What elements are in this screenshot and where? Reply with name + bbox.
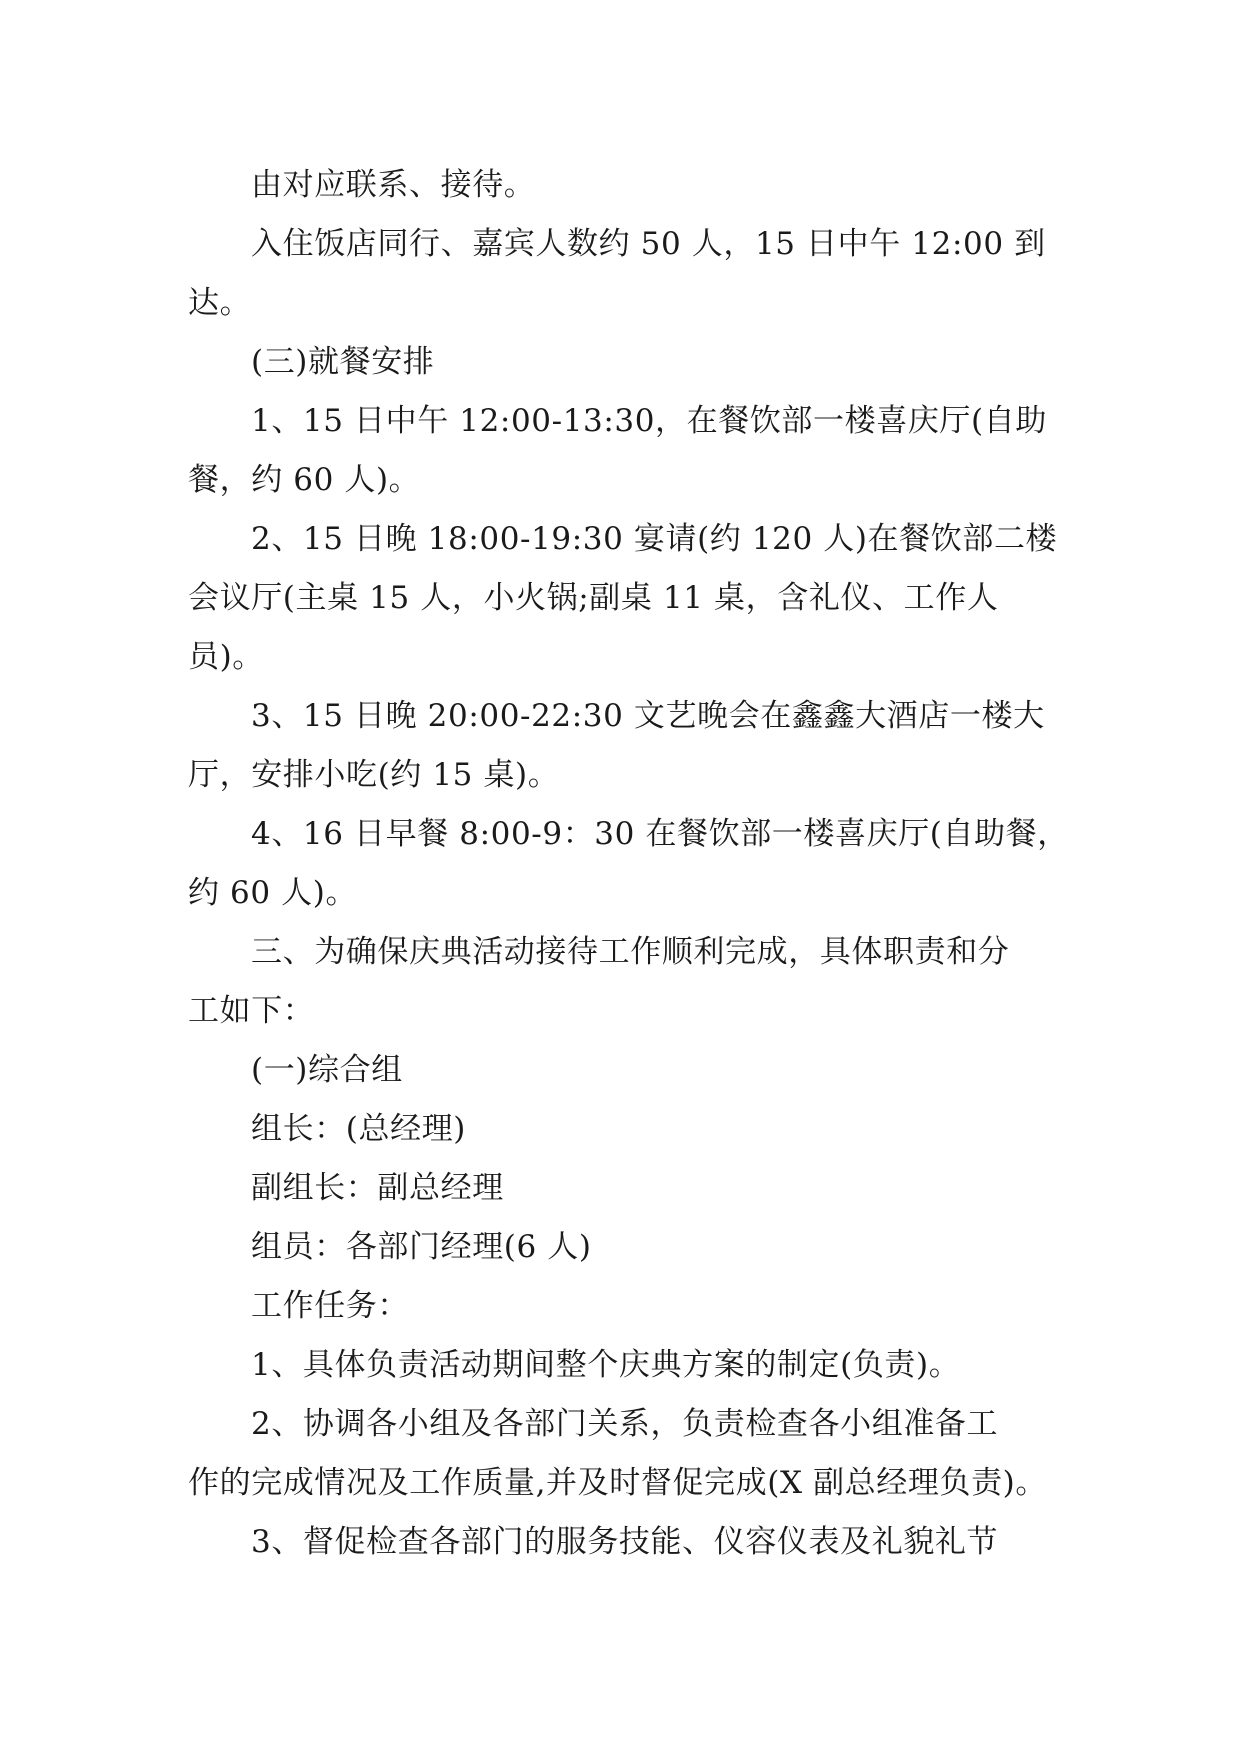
paragraph-line: 副组长：副总经理 — [251, 1170, 504, 1206]
paragraph-line: 1、15 日中午 12:00-13:30，在餐饮部一楼喜庆厅(自助 — [251, 403, 1047, 439]
paragraph-line: 餐，约 60 人)。 — [188, 462, 421, 498]
paragraph-line: 2、协调各小组及各部门关系，负责检查各小组准备工 — [251, 1406, 999, 1442]
paragraph-line: 3、15 日晚 20:00-22:30 文艺晚会在鑫鑫大酒店一楼大 — [251, 698, 1045, 734]
paragraph-line: 会议厅(主桌 15 人，小火锅;副桌 11 桌，含礼仪、工作人 — [188, 580, 999, 616]
paragraph-line: 4、16 日早餐 8:00-9：30 在餐饮部一楼喜庆厅(自助餐， — [251, 816, 1069, 852]
paragraph-line: 工如下： — [188, 993, 315, 1029]
paragraph-line: 工作任务： — [251, 1288, 409, 1324]
section-heading: (一)综合组 — [251, 1052, 403, 1088]
paragraph-line: 组长：(总经理) — [251, 1111, 466, 1147]
paragraph-line: 1、具体负责活动期间整个庆典方案的制定(负责)。 — [251, 1347, 961, 1383]
paragraph-line: 达。 — [188, 285, 252, 321]
paragraph-line: 入住饭店同行、嘉宾人数约 50 人，15 日中午 12:00 到 — [251, 226, 1046, 262]
section-heading: (三)就餐安排 — [251, 344, 435, 380]
paragraph-line: 2、15 日晚 18:00-19:30 宴请(约 120 人)在餐饮部二楼 — [251, 521, 1058, 557]
paragraph-line: 3、督促检查各部门的服务技能、仪容仪表及礼貌礼节 — [251, 1524, 999, 1560]
paragraph-line: 由对应联系、接待。 — [251, 167, 536, 203]
paragraph-line: 员)。 — [188, 639, 264, 675]
paragraph-line: 约 60 人)。 — [188, 875, 358, 911]
document-body — [188, 156, 1069, 1572]
paragraph-line: 三、为确保庆典活动接待工作顺利完成，具体职责和分 — [251, 934, 1010, 970]
paragraph-line: 作的完成情况及工作质量,并及时督促完成(X 副总经理负责)。 — [188, 1465, 1047, 1501]
paragraph-line: 组员：各部门经理(6 人) — [251, 1229, 592, 1265]
paragraph-line: 厅，安排小吃(约 15 桌)。 — [188, 757, 560, 793]
